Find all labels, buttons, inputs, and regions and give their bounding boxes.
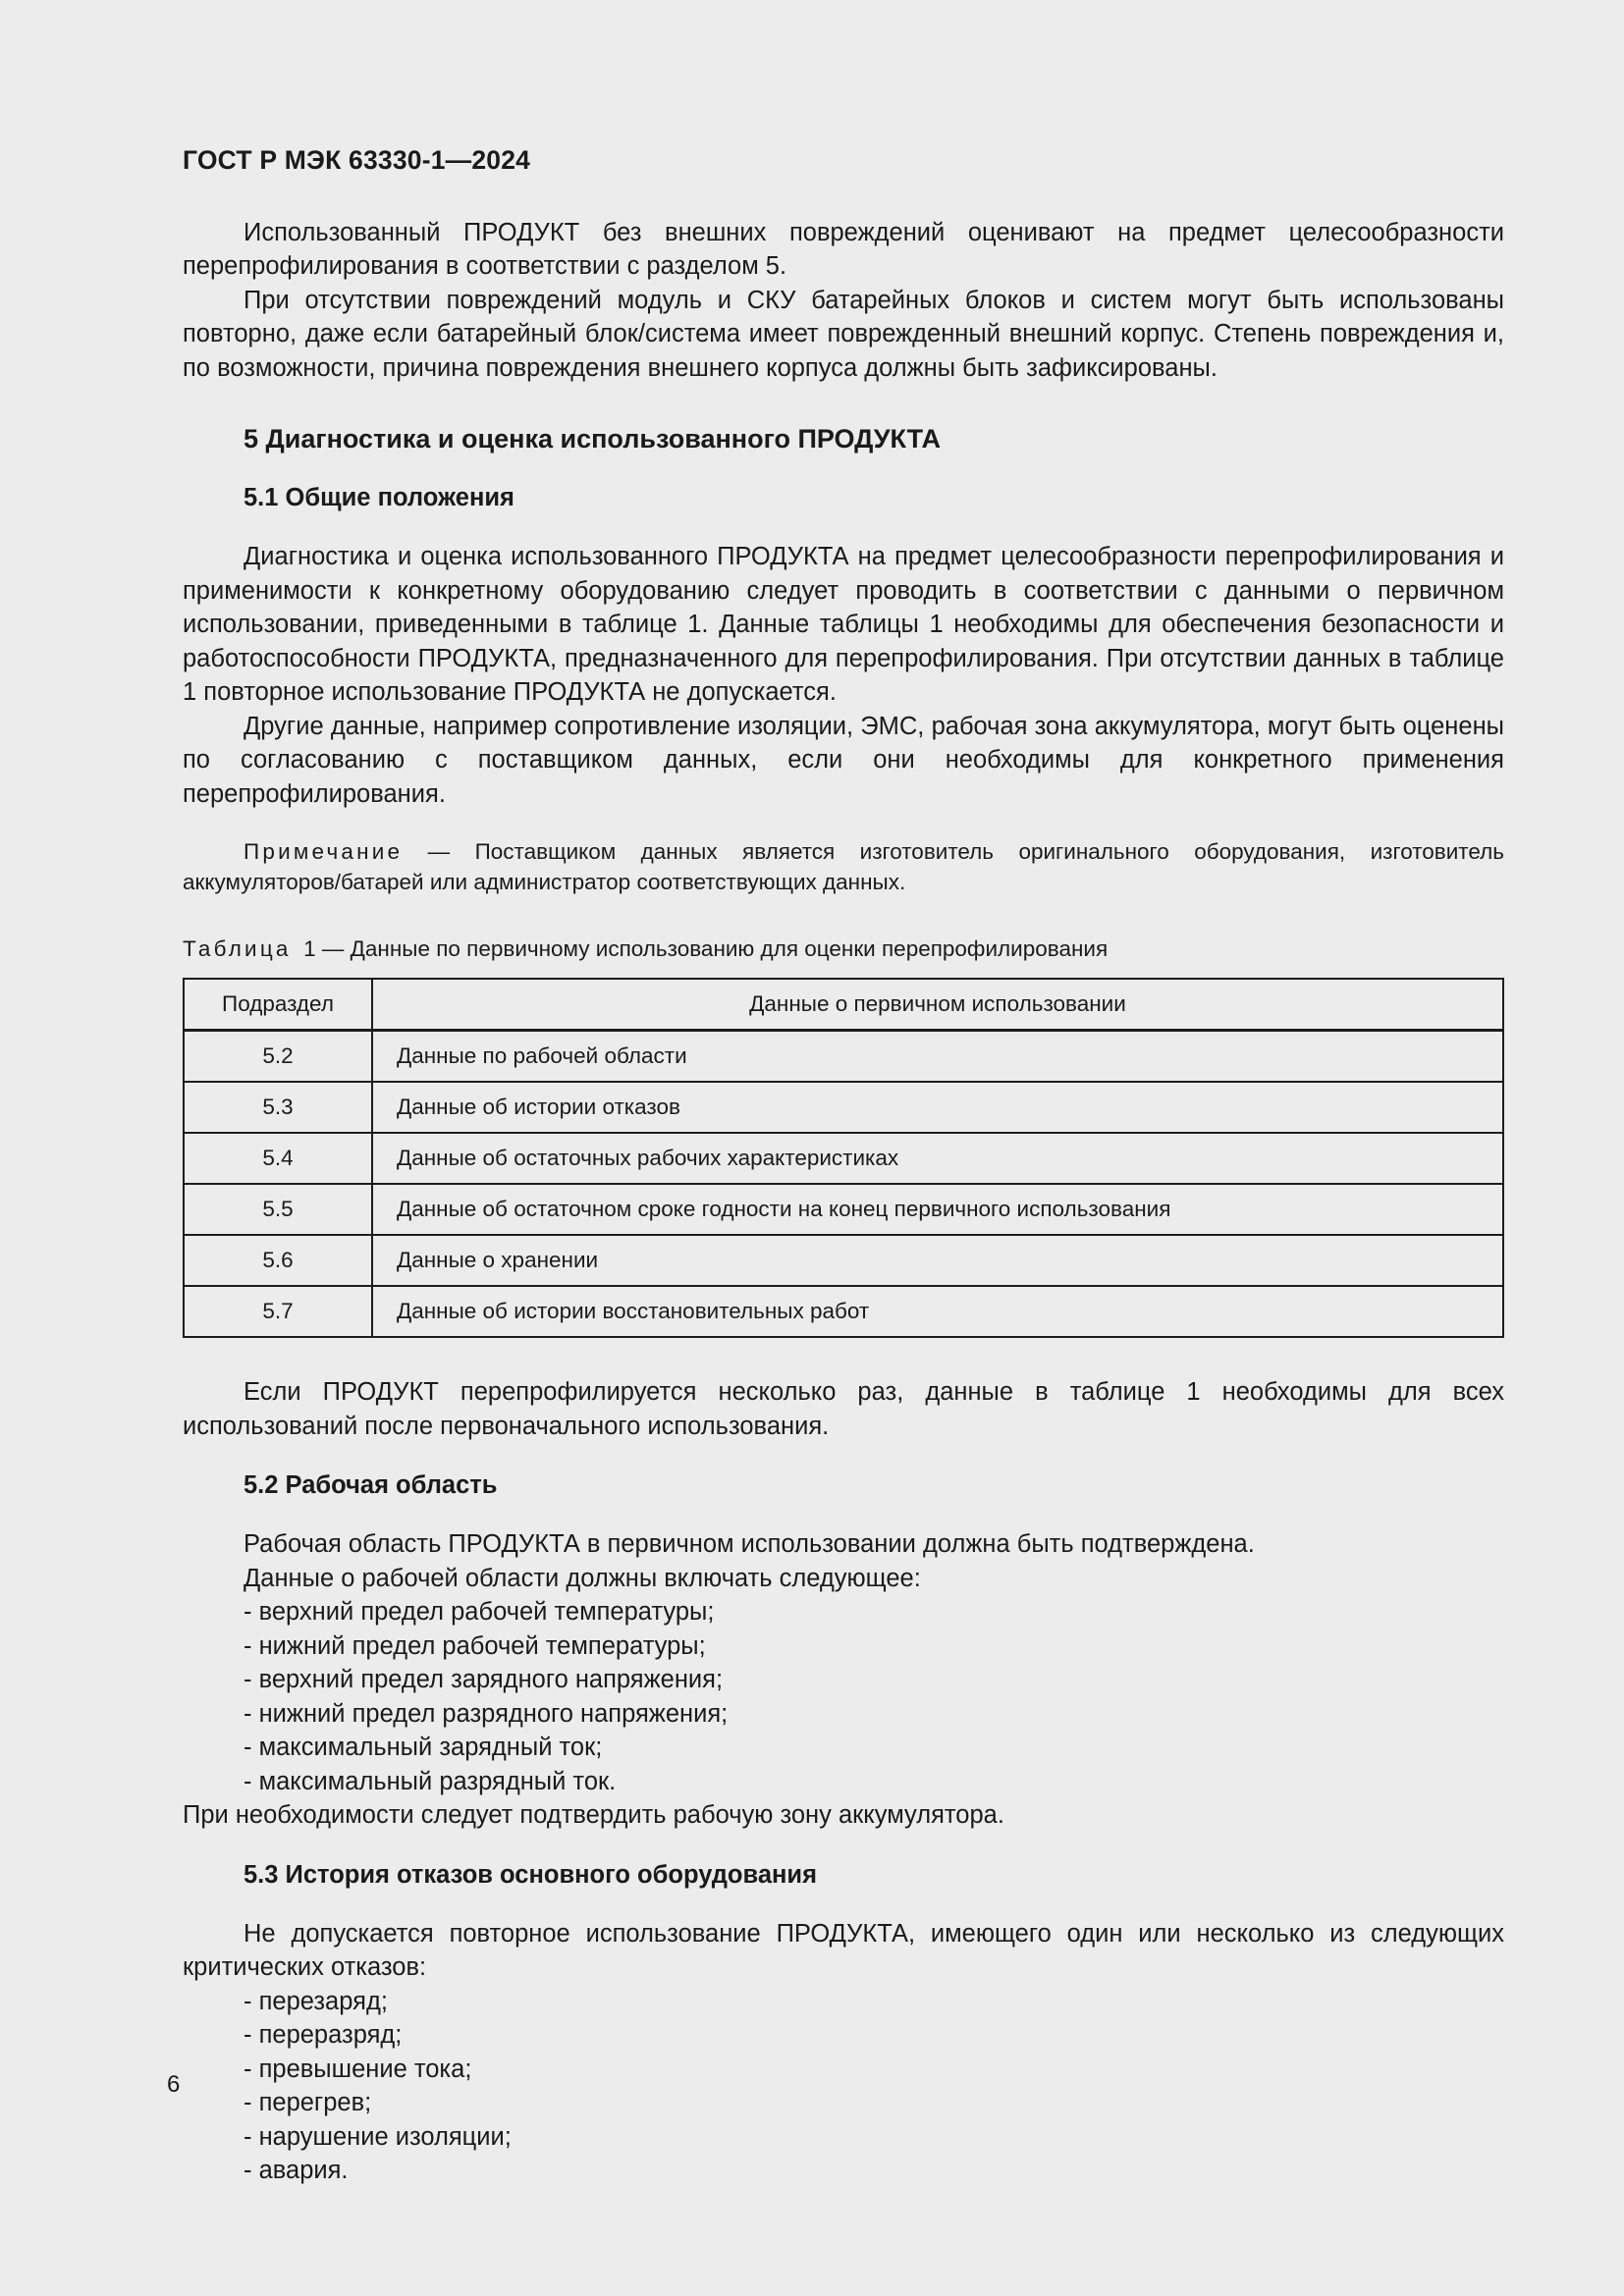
spacer: [183, 455, 1504, 481]
running-head: ГОСТ Р МЭК 63330-1—2024: [183, 145, 531, 175]
table-row: [184, 1133, 1503, 1184]
list-item: - превышение тока;: [244, 2055, 472, 2083]
table-cell-description: Данные о хранении: [372, 1235, 1503, 1286]
table-row: [184, 1286, 1503, 1337]
section-5-3-list: [183, 1985, 1504, 2188]
list-item: - максимальный разрядный ток.: [244, 1767, 617, 1795]
section-5-1-heading: 5.1 Общие положения: [244, 484, 514, 512]
spacer: [183, 514, 1504, 540]
table-body: [184, 1031, 1503, 1338]
section-5-3-heading: 5.3 История отказов основного оборудования: [244, 1860, 817, 1889]
section-5-1-paragraph-1: Диагностика и оценка использованного ПРОДУКТА на предмет целесообразности перепрофилирования и применимости к конкретному оборудованию следует проводить в соответствии с данными о первичном использовании, приведенными в таблице 1. Данные таблицы 1 необходимы для обеспечения безопасности и работоспособности ПРОДУКТА, предназначенного для перепрофилирования. При отсутствии данных в таблице 1 повторное использование ПРОДУКТА не допускается.: [183, 543, 1504, 707]
intro-paragraph-1: Использованный ПРОДУКТ без внешних повреждений оценивают на предмет целесообразности перепрофилирования в соответствии с разделом 5.: [183, 218, 1504, 281]
section-5-3-paragraph-1: Не допускается повторное использование ПРОДУКТА, имеющего один или несколько из следующих критических отказов:: [183, 1919, 1504, 1982]
table-1-caption: [183, 934, 1504, 964]
list-item: - нижний предел разрядного напряжения;: [244, 1699, 729, 1728]
table-caption-text: Данные по первичному использованию для оценки перепрофилирования: [350, 936, 1109, 962]
section-5-2-list: [183, 1595, 1504, 1798]
note-block: [183, 836, 1504, 897]
table-cell-description: Данные по рабочей области: [372, 1031, 1503, 1083]
table-cell-subsection: 5.2: [184, 1031, 372, 1083]
list-item: - переразряд;: [244, 2021, 403, 2050]
table-cell-subsection: 5.5: [184, 1184, 372, 1235]
intro-block: [183, 216, 1504, 386]
table-cell-subsection: 5.7: [184, 1286, 372, 1337]
list-item: - перезаряд;: [244, 1987, 388, 2015]
list-item: - нижний предел рабочей температуры;: [244, 1631, 706, 1660]
spacer: [183, 1338, 1504, 1375]
table-caption-dash: —: [315, 936, 351, 962]
spacer: [183, 964, 1504, 978]
table-row: [184, 1031, 1503, 1083]
section-5-2-paragraph-1: Рабочая область ПРОДУКТА в первичном использовании должна быть подтверждена.: [244, 1530, 1255, 1559]
spacer: [183, 1443, 1504, 1468]
table-header-primary-use-data: Данные о первичном использовании: [372, 979, 1503, 1031]
spacer: [183, 1502, 1504, 1527]
section-5-2-paragraph-2: Данные о рабочей области должны включать следующее:: [244, 1564, 921, 1592]
note-dash: —: [403, 839, 475, 865]
spacer: [183, 1892, 1504, 1917]
table-caption-number: 1: [303, 936, 316, 962]
page-content: [183, 145, 1504, 2188]
note-text: Поставщиком данных является изготовитель оригинального оборудования, изготовитель аккумуляторов/батарей или администратор соответствующих данных.: [183, 839, 1504, 895]
table-cell-subsection: 5.3: [184, 1082, 372, 1133]
spacer: [183, 811, 1504, 836]
spacer: [183, 385, 1504, 422]
table-cell-subsection: 5.4: [184, 1133, 372, 1184]
table-header-subsection: Подраздел: [184, 979, 372, 1031]
table-primary-use-data: [183, 978, 1504, 1338]
spacer: [183, 897, 1504, 934]
table-header: [184, 979, 1503, 1031]
list-item: - верхний предел зарядного напряжения;: [244, 1666, 724, 1694]
section-5-2-paragraph-3: При необходимости следует подтвердить рабочую зону аккумулятора.: [183, 1801, 1004, 1830]
list-item: - нарушение изоляции;: [244, 2122, 512, 2151]
list-item: - авария.: [244, 2157, 349, 2185]
table-row: [184, 1235, 1503, 1286]
table-row: [184, 1082, 1503, 1133]
section-5-2-heading: 5.2 Рабочая область: [244, 1471, 498, 1500]
list-item: - верхний предел рабочей температуры;: [244, 1598, 715, 1627]
spacer: [183, 1833, 1504, 1858]
table-cell-description: Данные об остаточном сроке годности на конец первичного использования: [372, 1184, 1503, 1235]
table-cell-description: Данные об истории восстановительных работ: [372, 1286, 1503, 1337]
note-label: Примечание: [244, 839, 404, 865]
list-item: - максимальный зарядный ток;: [244, 1734, 603, 1762]
list-item: - перегрев;: [244, 2089, 372, 2117]
table-cell-subsection: 5.6: [184, 1235, 372, 1286]
table-row: [184, 1184, 1503, 1235]
table-caption-label: Таблица: [183, 936, 292, 962]
table-cell-description: Данные об остаточных рабочих характеристиках: [372, 1133, 1503, 1184]
after-table-paragraph: Если ПРОДУКТ перепрофилируется несколько раз, данные в таблице 1 необходимы для всех использований после первоначального использования.: [183, 1378, 1504, 1440]
table-header-row: [184, 979, 1503, 1031]
table-cell-description: Данные об истории отказов: [372, 1082, 1503, 1133]
page-number: 6: [167, 2071, 181, 2098]
section-5-1-paragraph-2: Другие данные, например сопротивление изоляции, ЭМС, рабочая зона аккумулятора, могут быть оценены по согласованию с поставщиком данных, если они необходимы для конкретного применения перепрофилирования.: [183, 712, 1504, 808]
intro-paragraph-2: При отсутствии повреждений модуль и СКУ батарейных блоков и систем могут быть использованы повторно, даже если батарейный блок/система имеет поврежденный внешний корпус. Степень повреждения и, по возможности, причина повреждения внешнего корпуса должны быть зафиксированы.: [183, 286, 1504, 382]
section-5-heading: 5 Диагностика и оценка использованного ПРОДУКТА: [244, 424, 941, 454]
